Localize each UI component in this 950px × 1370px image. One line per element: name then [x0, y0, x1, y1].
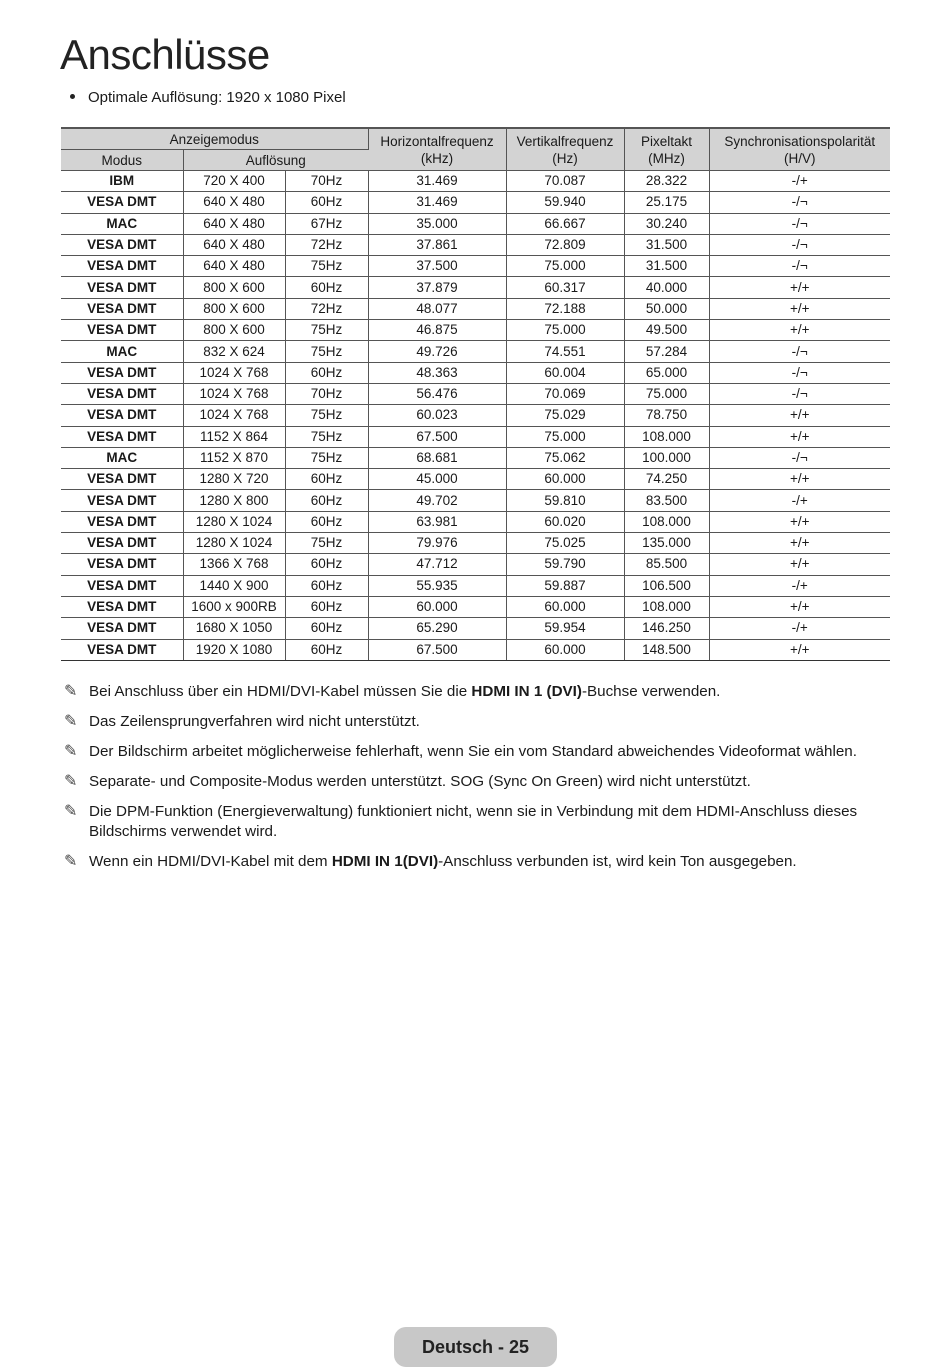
- table-row: [61, 362, 890, 383]
- cell-refresh: 60Hz: [285, 639, 368, 660]
- cell-vfreq: 59.790: [506, 554, 624, 575]
- cell-refresh: 75Hz: [285, 447, 368, 468]
- cell-sync: +/+: [709, 554, 890, 575]
- cell-resolution: 1152 X 870: [183, 447, 285, 468]
- cell-modus: VESA DMT: [61, 320, 183, 341]
- cell-pixelclock: 65.000: [624, 362, 709, 383]
- cell-modus: VESA DMT: [61, 575, 183, 596]
- cell-refresh: 60Hz: [285, 490, 368, 511]
- cell-refresh: 72Hz: [285, 298, 368, 319]
- cell-resolution: 720 X 400: [183, 171, 285, 192]
- cell-resolution: 1280 X 1024: [183, 533, 285, 554]
- cell-pixelclock: 108.000: [624, 511, 709, 532]
- cell-pixelclock: 108.000: [624, 426, 709, 447]
- cell-modus: VESA DMT: [61, 639, 183, 660]
- cell-pixelclock: 30.240: [624, 213, 709, 234]
- cell-modus: VESA DMT: [61, 405, 183, 426]
- header-horizontalfrequenz-text: Horizontalfrequenz (kHz): [380, 133, 494, 166]
- table-row: [61, 490, 890, 511]
- table-row: [61, 426, 890, 447]
- cell-modus: VESA DMT: [61, 192, 183, 213]
- cell-pixelclock: 31.500: [624, 256, 709, 277]
- cell-sync: +/+: [709, 469, 890, 490]
- cell-vfreq: 60.000: [506, 469, 624, 490]
- cell-refresh: 75Hz: [285, 426, 368, 447]
- cell-refresh: 72Hz: [285, 234, 368, 255]
- table-row: [61, 533, 890, 554]
- cell-hfreq: 46.875: [368, 320, 506, 341]
- cell-modus: VESA DMT: [61, 533, 183, 554]
- cell-sync: -/¬: [709, 192, 890, 213]
- cell-sync: +/+: [709, 426, 890, 447]
- pencil-note-icon: ✎: [64, 803, 78, 820]
- cell-hfreq: 48.077: [368, 298, 506, 319]
- cell-vfreq: 60.000: [506, 639, 624, 660]
- cell-pixelclock: 78.750: [624, 405, 709, 426]
- cell-resolution: 640 X 480: [183, 256, 285, 277]
- cell-resolution: 1680 X 1050: [183, 618, 285, 639]
- cell-hfreq: 79.976: [368, 533, 506, 554]
- cell-vfreq: 70.087: [506, 171, 624, 192]
- note-bold-text: HDMI IN 1(DVI): [331, 852, 439, 870]
- cell-hfreq: 67.500: [368, 639, 506, 660]
- cell-resolution: 1024 X 768: [183, 383, 285, 404]
- cell-hfreq: 48.363: [368, 362, 506, 383]
- cell-pixelclock: 85.500: [624, 554, 709, 575]
- cell-hfreq: 65.290: [368, 618, 506, 639]
- header-horizontalfrequenz: [368, 128, 506, 171]
- display-modes-table-body: [61, 171, 890, 661]
- cell-sync: +/+: [709, 533, 890, 554]
- cell-modus: VESA DMT: [61, 618, 183, 639]
- cell-pixelclock: 31.500: [624, 234, 709, 255]
- cell-sync: +/+: [709, 320, 890, 341]
- cell-hfreq: 60.000: [368, 596, 506, 617]
- cell-sync: -/+: [709, 575, 890, 596]
- cell-modus: VESA DMT: [61, 554, 183, 575]
- cell-modus: VESA DMT: [61, 426, 183, 447]
- cell-vfreq: 74.551: [506, 341, 624, 362]
- note-item: [64, 802, 894, 841]
- cell-vfreq: 75.000: [506, 256, 624, 277]
- note-item: [64, 772, 894, 792]
- table-row: [61, 405, 890, 426]
- cell-hfreq: 35.000: [368, 213, 506, 234]
- cell-modus: VESA DMT: [61, 511, 183, 532]
- cell-refresh: 67Hz: [285, 213, 368, 234]
- cell-refresh: 75Hz: [285, 256, 368, 277]
- cell-vfreq: 75.025: [506, 533, 624, 554]
- cell-resolution: 800 X 600: [183, 298, 285, 319]
- table-row: [61, 171, 890, 192]
- cell-refresh: 75Hz: [285, 405, 368, 426]
- note-item: [64, 742, 894, 762]
- cell-refresh: 60Hz: [285, 554, 368, 575]
- cell-sync: -/¬: [709, 447, 890, 468]
- cell-modus: MAC: [61, 213, 183, 234]
- cell-pixelclock: 50.000: [624, 298, 709, 319]
- cell-modus: VESA DMT: [61, 362, 183, 383]
- note-text: Der Bildschirm arbeitet möglicherweise fehlerhaft, wenn Sie ein vom Standard abweichendes Videoformat wählen.: [89, 743, 857, 760]
- cell-refresh: 60Hz: [285, 618, 368, 639]
- note-item: [64, 682, 894, 702]
- cell-resolution: 1280 X 1024: [183, 511, 285, 532]
- table-row: [61, 554, 890, 575]
- cell-hfreq: 56.476: [368, 383, 506, 404]
- cell-resolution: 640 X 480: [183, 213, 285, 234]
- display-modes-table: [61, 127, 890, 661]
- cell-modus: VESA DMT: [61, 490, 183, 511]
- cell-refresh: 60Hz: [285, 469, 368, 490]
- cell-refresh: 60Hz: [285, 192, 368, 213]
- cell-pixelclock: 108.000: [624, 596, 709, 617]
- cell-vfreq: 66.667: [506, 213, 624, 234]
- cell-vfreq: 60.020: [506, 511, 624, 532]
- cell-pixelclock: 83.500: [624, 490, 709, 511]
- table-row: [61, 511, 890, 532]
- cell-pixelclock: 25.175: [624, 192, 709, 213]
- cell-vfreq: 75.029: [506, 405, 624, 426]
- cell-refresh: 60Hz: [285, 362, 368, 383]
- cell-vfreq: 75.062: [506, 447, 624, 468]
- notes-list: [64, 682, 894, 882]
- cell-sync: -/¬: [709, 383, 890, 404]
- cell-pixelclock: 75.000: [624, 383, 709, 404]
- cell-hfreq: 55.935: [368, 575, 506, 596]
- cell-sync: +/+: [709, 596, 890, 617]
- cell-modus: MAC: [61, 341, 183, 362]
- table-row: [61, 213, 890, 234]
- table-row: [61, 596, 890, 617]
- cell-refresh: 60Hz: [285, 511, 368, 532]
- optimal-resolution-bullet: [70, 88, 346, 108]
- cell-resolution: 640 X 480: [183, 192, 285, 213]
- table-row: [61, 320, 890, 341]
- cell-sync: -/¬: [709, 341, 890, 362]
- cell-pixelclock: 100.000: [624, 447, 709, 468]
- table-row: [61, 383, 890, 404]
- cell-refresh: 75Hz: [285, 341, 368, 362]
- cell-pixelclock: 148.500: [624, 639, 709, 660]
- note-text: Die DPM-Funktion (Energieverwaltung) funktioniert nicht, wenn sie in Verbindung mit dem HDMI-Anschluss dieses Bildschirms verwendet wird.: [89, 803, 858, 840]
- cell-resolution: 832 X 624: [183, 341, 285, 362]
- cell-refresh: 70Hz: [285, 171, 368, 192]
- header-vertikalfrequenz-text: Vertikalfrequenz (Hz): [516, 133, 614, 166]
- pencil-note-icon: ✎: [64, 743, 78, 760]
- note-text-after: -Buchse verwenden.: [581, 683, 721, 700]
- cell-modus: VESA DMT: [61, 277, 183, 298]
- cell-pixelclock: 40.000: [624, 277, 709, 298]
- table-row: [61, 298, 890, 319]
- cell-vfreq: 75.000: [506, 320, 624, 341]
- table-row: [61, 447, 890, 468]
- cell-resolution: 1366 X 768: [183, 554, 285, 575]
- cell-resolution: 640 X 480: [183, 234, 285, 255]
- cell-resolution: 1280 X 720: [183, 469, 285, 490]
- header-aufloesung: Auflösung: [183, 150, 368, 171]
- cell-pixelclock: 49.500: [624, 320, 709, 341]
- cell-hfreq: 37.861: [368, 234, 506, 255]
- pencil-note-icon: ✎: [64, 773, 78, 790]
- cell-hfreq: 31.469: [368, 171, 506, 192]
- cell-modus: VESA DMT: [61, 469, 183, 490]
- cell-vfreq: 59.887: [506, 575, 624, 596]
- note-item: [64, 712, 894, 732]
- cell-sync: -/+: [709, 171, 890, 192]
- cell-modus: VESA DMT: [61, 234, 183, 255]
- cell-resolution: 1920 X 1080: [183, 639, 285, 660]
- cell-vfreq: 60.317: [506, 277, 624, 298]
- cell-sync: -/+: [709, 490, 890, 511]
- table-row: [61, 341, 890, 362]
- cell-hfreq: 63.981: [368, 511, 506, 532]
- cell-hfreq: 37.879: [368, 277, 506, 298]
- cell-pixelclock: 106.500: [624, 575, 709, 596]
- cell-hfreq: 37.500: [368, 256, 506, 277]
- table-row: [61, 192, 890, 213]
- cell-refresh: 60Hz: [285, 596, 368, 617]
- table-row: [61, 256, 890, 277]
- cell-hfreq: 67.500: [368, 426, 506, 447]
- cell-refresh: 70Hz: [285, 383, 368, 404]
- cell-hfreq: 31.469: [368, 192, 506, 213]
- optimal-resolution-text: Optimale Auflösung: 1920 x 1080 Pixel: [88, 89, 346, 106]
- cell-refresh: 60Hz: [285, 277, 368, 298]
- cell-vfreq: 59.954: [506, 618, 624, 639]
- cell-sync: +/+: [709, 298, 890, 319]
- note-text: Bei Anschluss über ein HDMI/DVI-Kabel müssen Sie die: [89, 683, 472, 700]
- cell-resolution: 1440 X 900: [183, 575, 285, 596]
- cell-pixelclock: 135.000: [624, 533, 709, 554]
- cell-refresh: 75Hz: [285, 533, 368, 554]
- cell-resolution: 1600 x 900RB: [183, 596, 285, 617]
- cell-pixelclock: 146.250: [624, 618, 709, 639]
- cell-pixelclock: 57.284: [624, 341, 709, 362]
- table-row: [61, 639, 890, 660]
- cell-hfreq: 49.702: [368, 490, 506, 511]
- cell-pixelclock: 28.322: [624, 171, 709, 192]
- cell-refresh: 75Hz: [285, 320, 368, 341]
- note-text-after: -Anschluss verbunden ist, wird kein Ton ausgegeben.: [438, 852, 797, 870]
- page-title: Anschlüsse: [60, 31, 270, 78]
- pencil-note-icon: ✎: [64, 852, 78, 870]
- cell-vfreq: 59.810: [506, 490, 624, 511]
- cell-sync: -/+: [709, 618, 890, 639]
- cell-modus: IBM: [61, 171, 183, 192]
- cell-modus: VESA DMT: [61, 256, 183, 277]
- cell-vfreq: 72.809: [506, 234, 624, 255]
- cell-hfreq: 60.023: [368, 405, 506, 426]
- table-row: [61, 618, 890, 639]
- table-row: [61, 234, 890, 255]
- note-text: Wenn ein HDMI/DVI-Kabel mit dem: [89, 852, 332, 870]
- cell-resolution: 1024 X 768: [183, 405, 285, 426]
- cell-vfreq: 60.004: [506, 362, 624, 383]
- cell-resolution: 800 X 600: [183, 277, 285, 298]
- cell-resolution: 1152 X 864: [183, 426, 285, 447]
- note-text: Separate- und Composite-Modus werden unterstützt. SOG (Sync On Green) wird nicht unterstützt.: [89, 773, 751, 790]
- note-item: [64, 852, 894, 872]
- cell-resolution: 1280 X 800: [183, 490, 285, 511]
- pencil-note-icon: ✎: [64, 713, 78, 730]
- cell-hfreq: 47.712: [368, 554, 506, 575]
- cell-sync: +/+: [709, 511, 890, 532]
- cell-vfreq: 72.188: [506, 298, 624, 319]
- table-row: [61, 277, 890, 298]
- cell-hfreq: 49.726: [368, 341, 506, 362]
- page-number-badge: Deutsch - 25: [394, 1327, 557, 1367]
- cell-sync: +/+: [709, 405, 890, 426]
- cell-pixelclock: 74.250: [624, 469, 709, 490]
- header-anzeigemodus: Anzeigemodus: [61, 128, 368, 150]
- cell-modus: VESA DMT: [61, 383, 183, 404]
- cell-modus: VESA DMT: [61, 596, 183, 617]
- cell-sync: +/+: [709, 639, 890, 660]
- note-text: Das Zeilensprungverfahren wird nicht unterstützt.: [89, 713, 420, 730]
- cell-resolution: 1024 X 768: [183, 362, 285, 383]
- pencil-note-icon: ✎: [64, 683, 78, 700]
- cell-modus: MAC: [61, 447, 183, 468]
- header-synchronisationspolaritaet: [709, 128, 890, 171]
- cell-sync: -/¬: [709, 256, 890, 277]
- header-vertikalfrequenz: [506, 128, 624, 171]
- table-row: [61, 575, 890, 596]
- cell-modus: VESA DMT: [61, 298, 183, 319]
- note-bold-text: HDMI IN 1 (DVI): [471, 683, 582, 700]
- cell-vfreq: 60.000: [506, 596, 624, 617]
- cell-vfreq: 59.940: [506, 192, 624, 213]
- cell-vfreq: 70.069: [506, 383, 624, 404]
- bullet-dot-icon: [70, 94, 75, 99]
- cell-hfreq: 45.000: [368, 469, 506, 490]
- header-pixeltakt: [624, 128, 709, 171]
- cell-sync: +/+: [709, 277, 890, 298]
- header-modus: Modus: [61, 150, 183, 171]
- cell-refresh: 60Hz: [285, 575, 368, 596]
- header-pixeltakt-text: Pixeltakt (MHz): [640, 133, 693, 166]
- cell-sync: -/¬: [709, 213, 890, 234]
- header-sync-text: Synchronisationspolarität (H/V): [724, 133, 876, 166]
- table-row: [61, 469, 890, 490]
- cell-resolution: 800 X 600: [183, 320, 285, 341]
- cell-sync: -/¬: [709, 234, 890, 255]
- cell-vfreq: 75.000: [506, 426, 624, 447]
- cell-sync: -/¬: [709, 362, 890, 383]
- cell-hfreq: 68.681: [368, 447, 506, 468]
